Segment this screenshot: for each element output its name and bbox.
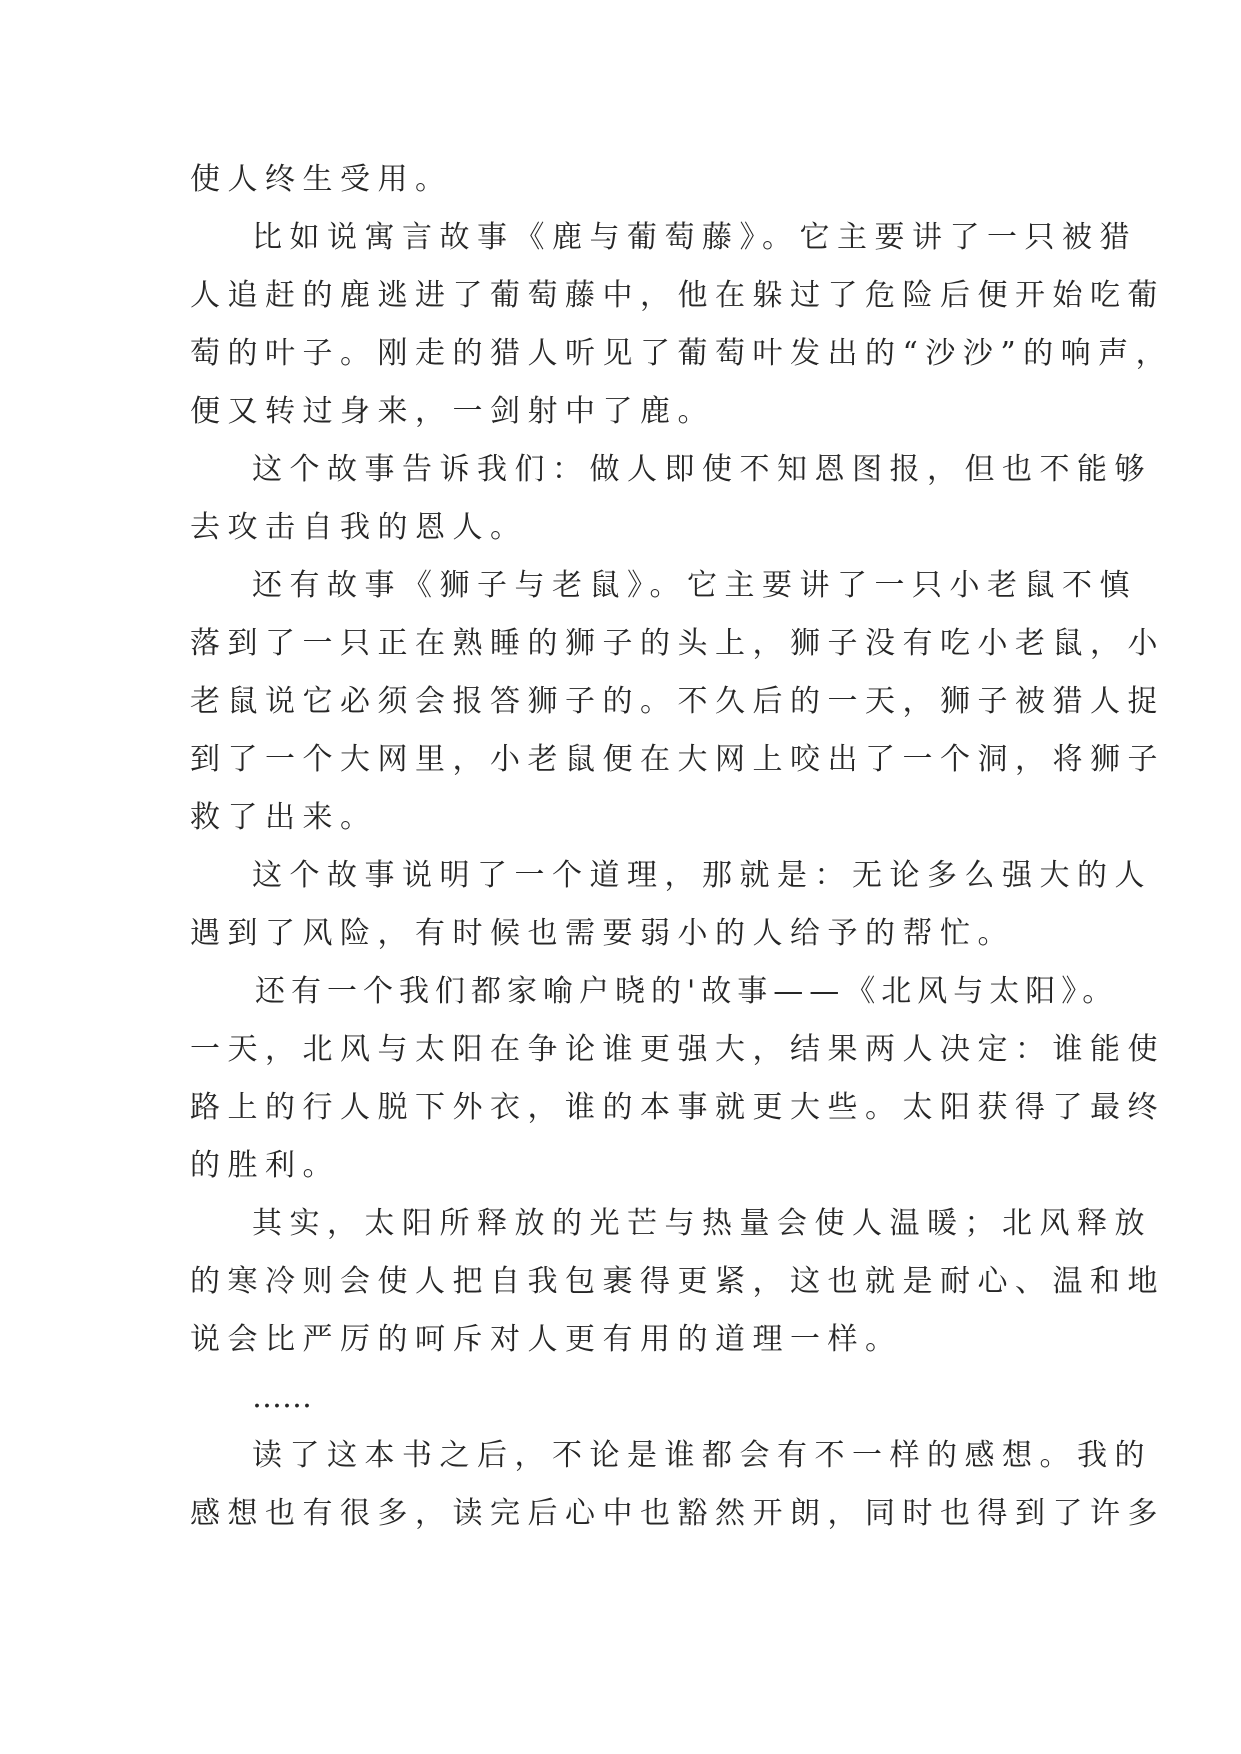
text-line: 读了这本书之后，不论是谁都会有不一样的感想。我的 bbox=[252, 1438, 1152, 1473]
text-line: 还有一个我们都家喻户晓的'故事——《北风与太阳》。 bbox=[255, 974, 1119, 1009]
text-line: 到了一个大网里，小老鼠便在大网上咬出了一个洞，将狮子 bbox=[190, 742, 1165, 777]
text-line: 萄的叶子。刚走的猎人听见了葡萄叶发出的“沙沙”的响声， bbox=[190, 336, 1174, 371]
text-line: 便又转过身来，一剑射中了鹿。 bbox=[190, 394, 715, 429]
text-line: 其实，太阳所释放的光芒与热量会使人温暖；北风释放 bbox=[252, 1206, 1152, 1241]
text-line: 还有故事《狮子与老鼠》。它主要讲了一只小老鼠不慎 bbox=[252, 568, 1137, 603]
text-line: 落到了一只正在熟睡的狮子的头上，狮子没有吃小老鼠，小 bbox=[190, 626, 1165, 661]
text-line: 的寒冷则会使人把自我包裹得更紧，这也就是耐心、温和地 bbox=[190, 1264, 1165, 1299]
text-line: 比如说寓言故事《鹿与葡萄藤》。它主要讲了一只被猎 bbox=[252, 220, 1137, 255]
text-line: 人追赶的鹿逃进了葡萄藤中，他在躲过了危险后便开始吃葡 bbox=[190, 278, 1165, 313]
ellipsis-line: …… bbox=[252, 1380, 312, 1415]
text-line: 的胜利。 bbox=[190, 1148, 340, 1183]
text-line: 去攻击自我的恩人。 bbox=[190, 510, 528, 545]
text-line: 使人终生受用。 bbox=[190, 162, 453, 197]
text-line: 一天，北风与太阳在争论谁更强大，结果两人决定：谁能使 bbox=[190, 1032, 1165, 1067]
text-line: 路上的行人脱下外衣，谁的本事就更大些。太阳获得了最终 bbox=[190, 1090, 1165, 1125]
text-line: 说会比严厉的呵斥对人更有用的道理一样。 bbox=[190, 1322, 903, 1357]
text-line: 这个故事告诉我们：做人即使不知恩图报，但也不能够 bbox=[252, 452, 1152, 487]
text-line: 感想也有很多，读完后心中也豁然开朗，同时也得到了许多 bbox=[190, 1496, 1165, 1531]
text-line: 遇到了风险，有时候也需要弱小的人给予的帮忙。 bbox=[190, 916, 1015, 951]
text-line: 救了出来。 bbox=[190, 800, 378, 835]
text-line: 老鼠说它必须会报答狮子的。不久后的一天，狮子被猎人捉 bbox=[190, 684, 1165, 719]
text-line: 这个故事说明了一个道理，那就是：无论多么强大的人 bbox=[252, 858, 1152, 893]
